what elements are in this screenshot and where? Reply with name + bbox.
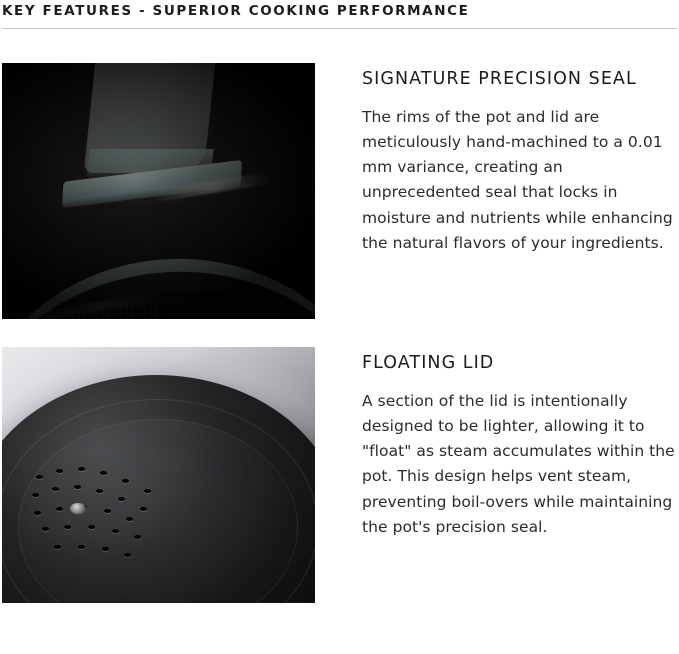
feature-text-floating-lid [362,347,677,540]
feature-block-precision-seal [2,63,677,319]
image-vignette [2,63,315,319]
feature-title: SIGNATURE PRECISION SEAL [362,69,637,90]
floating-lid-photo [2,347,315,603]
section-header [2,0,677,29]
feature-text-precision-seal [362,63,677,256]
feature-body: The rims of the pot and lid are meticulously hand-machined to a 0.01 mm variance, creating an unprecedented seal that locks in moisture and nutrients while enhancing the natural flavors of your ingredients. [362,108,673,252]
vent-hole-cluster [30,465,190,561]
precision-seal-photo [2,63,315,319]
feature-block-floating-lid [2,347,677,603]
feature-body: A section of the lid is intentionally designed to be lighter, allowing it to "float" as steam accumulates within the pot. This design helps vent steam, preventing boil-overs while maintaining the pot's precision seal. [362,392,675,536]
page-title: KEY FEATURES - SUPERIOR COOKING PERFORMANCE [2,3,470,19]
feature-title: FLOATING LID [362,353,495,374]
